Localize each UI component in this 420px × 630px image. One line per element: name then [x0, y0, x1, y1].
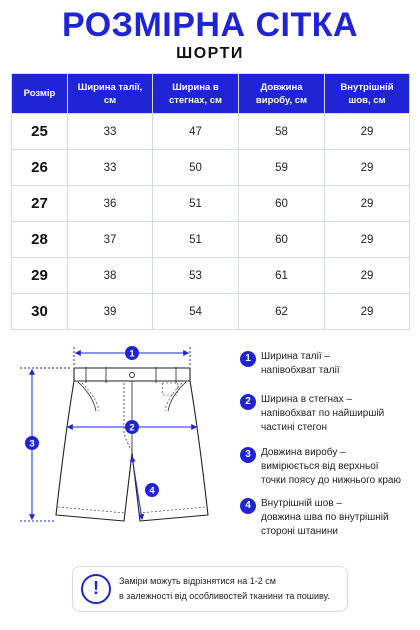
legend-line: Ширина в стегнах –	[261, 394, 352, 405]
cell-length: 59	[239, 150, 325, 186]
table-row	[12, 150, 410, 186]
legend-line: Внутрішній шов –	[261, 498, 342, 509]
shorts-diagram	[12, 337, 224, 544]
table-row	[12, 258, 410, 294]
note-line: в залежності від особливостей тканини та пошиву.	[119, 591, 330, 601]
cell-length: 60	[239, 222, 325, 258]
cell-hips: 51	[153, 186, 239, 222]
cell-size: 30	[12, 294, 68, 330]
marker-4	[145, 483, 159, 497]
note-line: Заміри можуть відрізнятися на 1-2 см	[119, 576, 276, 586]
measure-lines	[20, 347, 196, 521]
legend-number: 2	[240, 394, 256, 410]
page-title: РОЗМІРНА СІТКА	[61, 6, 359, 44]
cell-inseam: 29	[325, 150, 410, 186]
cell-inseam: 29	[325, 114, 410, 150]
table-row	[12, 114, 410, 150]
legend-line: напівобхват по найширшій	[261, 408, 385, 419]
table-row	[12, 186, 410, 222]
cell-waist: 33	[68, 150, 153, 186]
col-header-waist: Ширина талії, см	[68, 74, 153, 114]
cell-size: 27	[12, 186, 68, 222]
note-text	[119, 574, 345, 604]
shorts-outline	[56, 367, 208, 521]
marker-2	[125, 420, 139, 434]
cell-hips: 53	[153, 258, 239, 294]
legend-line: частині стегон	[261, 422, 328, 433]
cell-inseam: 29	[325, 294, 410, 330]
legend-text	[261, 497, 417, 539]
legend-text	[261, 350, 417, 378]
legend-text	[261, 393, 417, 435]
table-row	[12, 222, 410, 258]
cell-inseam: 29	[325, 222, 410, 258]
legend-text	[261, 446, 417, 488]
legend-number: 3	[240, 447, 256, 463]
col-header-inseam: Внутрішній шов, см	[325, 74, 410, 114]
exclamation-icon: !	[81, 574, 111, 604]
marker-3-label: 3	[29, 438, 35, 450]
cell-length: 58	[239, 114, 325, 150]
cell-hips: 47	[153, 114, 239, 150]
marker-1-label: 1	[129, 348, 135, 360]
marker-1	[125, 346, 139, 360]
cell-inseam: 29	[325, 186, 410, 222]
cell-waist: 37	[68, 222, 153, 258]
cell-waist: 38	[68, 258, 153, 294]
legend-number: 1	[240, 351, 256, 367]
table-row	[12, 294, 410, 330]
table-header-row	[12, 74, 410, 114]
marker-2-label: 2	[129, 422, 135, 434]
legend-line: Довжина виробу –	[261, 447, 346, 458]
marker-3	[25, 436, 39, 450]
cell-size: 28	[12, 222, 68, 258]
legend-line: Ширина талії –	[261, 351, 330, 362]
cell-size: 25	[12, 114, 68, 150]
cell-inseam: 29	[325, 258, 410, 294]
cell-length: 60	[239, 186, 325, 222]
legend-line: напівобхват талії	[261, 365, 340, 376]
cell-hips: 54	[153, 294, 239, 330]
col-header-size: Розмір	[12, 74, 68, 114]
legend-line: стороні штанини	[261, 526, 338, 537]
cell-waist: 39	[68, 294, 153, 330]
cell-waist: 33	[68, 114, 153, 150]
col-header-length: Довжина виробу, см	[239, 74, 325, 114]
cell-size: 26	[12, 150, 68, 186]
legend-line: вимірюється від верхньої	[261, 461, 379, 472]
cell-hips: 51	[153, 222, 239, 258]
page-subtitle: ШОРТИ	[176, 45, 244, 62]
legend-line: точки поясу до нижнього краю	[261, 475, 401, 486]
size-table	[11, 73, 410, 330]
col-header-hips: Ширина в стегнах, см	[153, 74, 239, 114]
legend-number: 4	[240, 498, 256, 514]
cell-hips: 50	[153, 150, 239, 186]
cell-length: 62	[239, 294, 325, 330]
measurement-note	[72, 566, 348, 612]
cell-waist: 36	[68, 186, 153, 222]
cell-size: 29	[12, 258, 68, 294]
cell-length: 61	[239, 258, 325, 294]
marker-4-label: 4	[149, 485, 155, 497]
legend-line: довжина шва по внутрішній	[261, 512, 389, 523]
